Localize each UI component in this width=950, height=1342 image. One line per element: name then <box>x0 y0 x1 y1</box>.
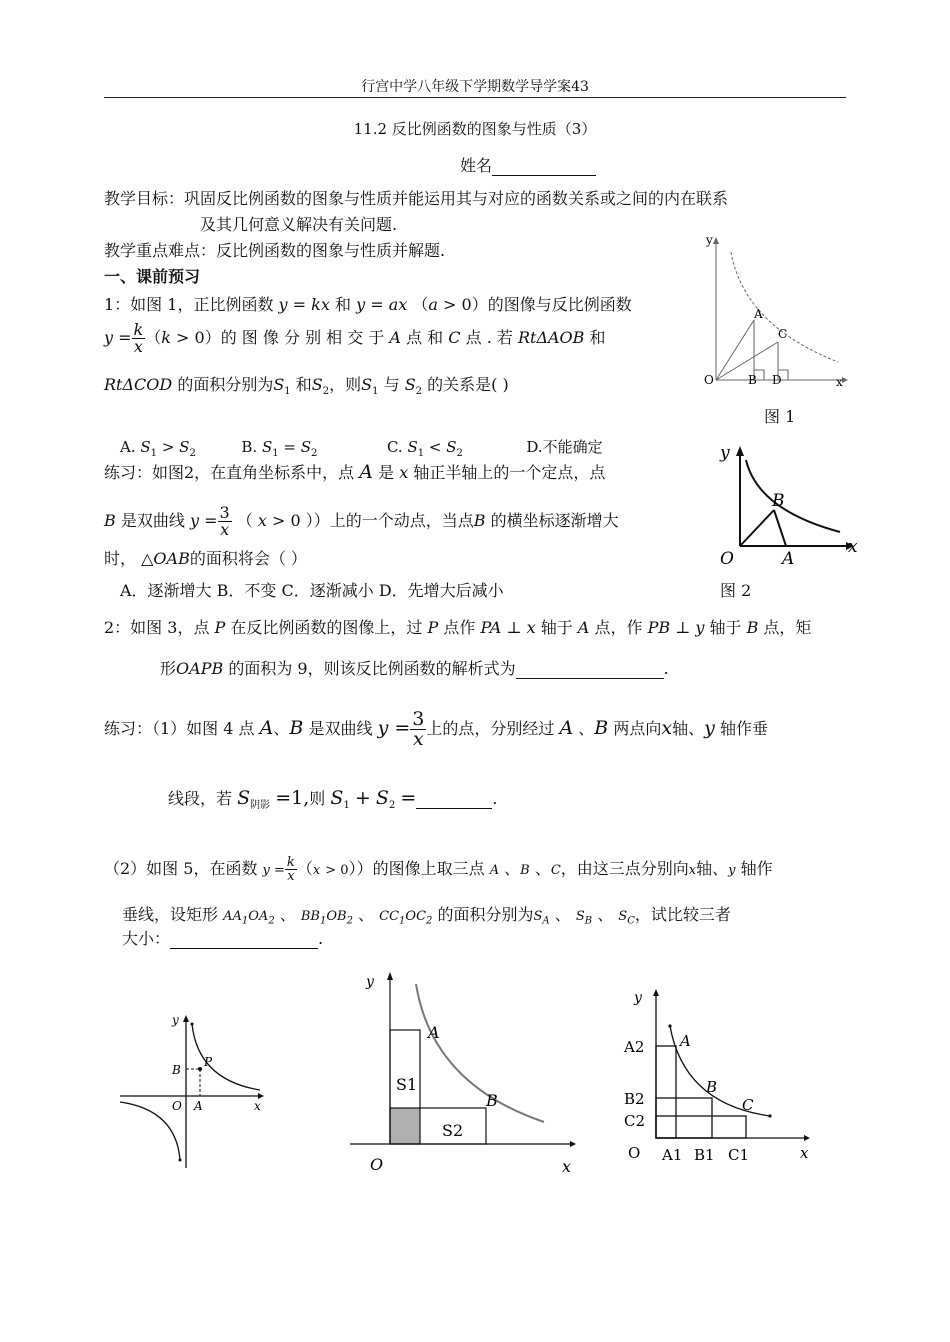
figure-2 <box>708 440 868 570</box>
ex2-text: 是双曲线 <box>308 719 373 738</box>
formula-k-over-x: $\frac{k}{x}$ <box>133 320 144 356</box>
fig2-caption: 图 2 <box>720 581 752 600</box>
q2-line-2: 形OAPB 的面积为 9，则该反比例函数的解析式为 . <box>160 659 669 678</box>
fig1-label-c: C <box>778 327 788 341</box>
q2-text: 点，作 <box>594 618 643 637</box>
ex3-text: ）的图像上取三点 <box>356 859 485 878</box>
ex3-text: 垂线，设矩形 <box>122 905 219 924</box>
ex2-text: 则 <box>309 789 326 808</box>
q1-text: 的面积分别为 <box>177 375 274 394</box>
fig5-label-b2: B2 <box>624 1090 645 1108</box>
fig3-label-y: y <box>172 1013 179 1027</box>
ex3-text: （ <box>296 859 313 878</box>
q1-text: ，则 <box>329 375 362 394</box>
q1-text: 和 <box>295 375 312 394</box>
fig1-label-o: O <box>704 373 714 387</box>
q2-text: 点作 <box>443 618 476 637</box>
q1-text: 1：如图 1，正比例函数 <box>104 295 274 314</box>
fig2-label-x: x <box>848 537 858 557</box>
fig5-label-c: C <box>742 1096 754 1114</box>
name-label: 姓名 <box>460 156 493 175</box>
ex1-text: 的横坐标逐渐增大 <box>490 511 619 530</box>
fig5-label-a1: A1 <box>662 1146 683 1164</box>
q1-option-d[interactable]: D.不能确定 <box>526 438 603 456</box>
ex2-answer-blank[interactable] <box>416 789 492 809</box>
ex3-answer-blank[interactable] <box>170 929 318 949</box>
page-header: 行宫中学八年级下学期数学导学案43 <box>361 79 589 95</box>
ex2-text: 两点向 <box>613 719 662 738</box>
fig2-label-a: A <box>782 549 795 569</box>
ex2-text: 、 <box>273 719 290 738</box>
fig5-label-x: x <box>800 1144 809 1162</box>
fig4-label-y: y <box>366 974 374 990</box>
q1-line-2: y = $\frac{k}{x}$ （k > 0）的 图 像 分 别 相 交 于 A 点 和 C 点 . 若 RtΔAOB 和 <box>104 320 606 356</box>
q1-text: （ <box>412 295 429 314</box>
ex1-text: 是 <box>378 463 395 482</box>
ex1-text: 的面积将会（ ） <box>189 549 307 568</box>
ex3-text: 轴作 <box>735 859 773 878</box>
q2-answer-blank[interactable] <box>516 659 664 679</box>
ex2-text: 上的点，分别经过 <box>426 719 555 738</box>
fig5-label-o: O <box>628 1144 641 1162</box>
fig1-label-a: A <box>754 307 763 321</box>
q1-line-1: 1：如图 1，正比例函数 y = kx 和 y = ax （a > 0）的图像与反比例函数 <box>104 295 632 314</box>
fig4-label-x: x <box>562 1157 572 1176</box>
ex1-text: ）上的一个动点，当点 <box>313 511 474 530</box>
q1-options <box>120 436 603 459</box>
q2-text: 形 <box>160 659 177 678</box>
goal-line-1 <box>104 186 728 209</box>
fig3-label-x: x <box>254 1099 261 1113</box>
formula-a-pos: a <box>428 295 438 314</box>
figure-5 <box>620 986 820 1176</box>
q1-text: ）的 图 像 分 别 相 交 于 <box>204 328 385 347</box>
formula-triangle-oab: △OAB <box>141 549 190 568</box>
ex2-text: 轴、 <box>672 719 705 738</box>
fig3-label-p: P <box>204 1055 213 1069</box>
q2-line-1: 2：如图 3，点 P 在反比例函数的图像上，过 P 点作 PA ⊥ x 轴于 A 点，作 PB ⊥ y 轴于 B 点，矩 <box>104 618 812 637</box>
header-rule <box>104 97 846 98</box>
fig5-label-c1: C1 <box>728 1146 750 1164</box>
formula-rt-aob: RtΔAOB <box>517 328 585 347</box>
fig5-label-c2: C2 <box>624 1112 646 1130</box>
goal-text-1: 巩固反比例函数的图象与性质并能运用其与对应的函数关系或之间的内在联系 <box>184 189 729 208</box>
fig3-label-o: O <box>172 1099 182 1113</box>
q1-text: 和 <box>334 295 351 314</box>
goal-line-2: 及其几何意义解决有关问题. <box>200 215 398 234</box>
fig2-label-y: y <box>720 443 730 463</box>
formula-3-over-x-b: $\frac{3}{x}$ <box>412 708 425 750</box>
ex1-text: 时， <box>104 549 137 568</box>
q1-line-3: RtΔCOD 的面积分别为$S_1$ 和$S_2$，则$S_1$ 与 $S_2$ 的关系是( ) <box>104 375 509 398</box>
ex1-line-3 <box>104 546 307 569</box>
ex1-line-1: 练习：如图2，在直角坐标系中，点 A 是 x 轴正半轴上的一个定点，点 <box>104 461 606 483</box>
fig1-label-x: x <box>836 375 843 389</box>
formula-k-over-x-b: $\frac{k}{x}$ <box>286 855 295 884</box>
ex1-text: 练习：如图2，在直角坐标系中，点 <box>104 463 355 482</box>
q1-text: ）的图像与反比例函数 <box>471 295 632 314</box>
ex3-text: 轴、 <box>696 859 729 878</box>
q2-text: 轴于 <box>709 618 742 637</box>
fig5-label-a2: A2 <box>624 1038 645 1056</box>
ex2-line-2: 线段，若 $S_{阴影} =1$,则 $S_1 + S_2$ = . <box>168 787 498 812</box>
q1-option-b[interactable]: B. $S_1 = S_2$ <box>241 438 318 459</box>
ex1-text: （ <box>236 511 253 530</box>
preview-heading: 一、课前预习 <box>104 267 201 286</box>
ex3-text: ，试比较三者 <box>634 905 731 924</box>
q1-text: 点 和 <box>406 328 444 347</box>
q1-option-c[interactable]: C. $S_1 < S_2$ <box>386 438 463 459</box>
q2-text: 点，矩 <box>763 618 812 637</box>
fig5-label-b1: B1 <box>694 1146 715 1164</box>
fig4-label-s1: S1 <box>396 1075 418 1094</box>
ex2-line-1: 练习：（1）如图 4 点 A、B 是双曲线 y = $\frac{3}{x}$ 上的点，分别经过 A 、B 两点向x轴、y 轴作垂 <box>104 708 768 750</box>
ex1-text: 轴正半轴上的一个定点，点 <box>413 463 606 482</box>
q2-text: 在反比例函数的图像上，过 <box>230 618 423 637</box>
q1-text: 的关系是( ) <box>427 375 509 394</box>
key-points: 教学重点难点：反比例函数的图象与性质并解题. <box>104 241 446 260</box>
ex3-text: 的面积分别为 <box>437 905 534 924</box>
formula-rt-cod: RtΔCOD <box>104 375 173 394</box>
figure-4 <box>346 966 582 1178</box>
formula-y-kx: y = kx <box>278 295 330 314</box>
ex1-options-text: A．逐渐增大 B．不变 C．逐渐减小 D．先增大后减小 <box>120 581 504 600</box>
q2-text: 2：如图 3，点 <box>104 618 210 637</box>
shade-subscript: 阴影 <box>250 800 271 812</box>
name-blank[interactable] <box>492 156 596 176</box>
fig3-label-a: A <box>194 1099 203 1113</box>
ex1-options[interactable] <box>104 578 504 601</box>
ex3-text: （2）如图 5，在函数 <box>104 859 258 878</box>
name-line <box>460 153 596 176</box>
fig4-shaded-region <box>390 1108 420 1144</box>
figure-3 <box>114 1010 274 1175</box>
fig1-label-b: B <box>748 373 757 387</box>
ex1-line-2: B 是双曲线 y = $\frac{3}{x}$ （ x > 0 ））上的一个动点，当点B 的横坐标逐渐增大 <box>104 503 619 539</box>
q2-text: 轴于 <box>540 618 573 637</box>
fig5-label-a: A <box>680 1032 691 1050</box>
fig4-label-a: A <box>428 1023 440 1042</box>
fig4-label-s2: S2 <box>442 1121 464 1140</box>
ex1-text: 是双曲线 <box>120 511 185 530</box>
ex2-text: 轴作垂 <box>719 719 768 738</box>
fig4-label-o: O <box>370 1155 384 1174</box>
fig1-label-y: y <box>706 233 713 247</box>
fig4-label-b: B <box>486 1091 498 1110</box>
fig1-label-d: D <box>772 373 782 387</box>
ex3-line-1: （2）如图 5，在函数 y = $\frac{k}{x}$ （x > 0））的图像上取三点 A 、B 、C，由这三点分别向x轴、y 轴作 <box>104 855 773 884</box>
ex3-line-2: 垂线，设矩形 $AA_1OA_2$ 、 $BB_1OB_2$ 、 $CC_1OC_2$ 的面积分别为$S_A$ 、 $S_B$ 、 $S_C$，试比较三者 <box>122 905 731 927</box>
fig2-label-b: B <box>772 491 785 511</box>
q1-text: （ <box>145 328 162 347</box>
q2-text: 的面积为 9，则该反比例函数的解析式为 <box>228 659 516 678</box>
section-title: 11.2 反比例函数的图象与性质（3） <box>353 120 597 138</box>
ex2-text: 练习：（1）如图 4 点 <box>104 719 255 738</box>
ex3-text: 大小： <box>122 929 171 948</box>
fig1-caption: 图 1 <box>764 407 796 426</box>
goal-label: 教学目标： <box>104 189 185 208</box>
fig2-label-o: O <box>720 549 734 569</box>
q1-text: 和 <box>589 328 606 347</box>
figure-1 <box>686 230 850 395</box>
formula-y-eq: y = <box>104 328 132 347</box>
formula-3-over-x: $\frac{3}{x}$ <box>219 503 230 539</box>
ex3-text: ，由这三点分别向 <box>560 859 689 878</box>
fig3-label-b: B <box>172 1063 181 1077</box>
formula-y-ax: y = ax <box>356 295 408 314</box>
q1-text: 点 . 若 <box>465 328 513 347</box>
fig5-label-b: B <box>706 1078 718 1096</box>
q1-text: 与 <box>383 375 400 394</box>
fig5-label-y: y <box>634 990 642 1006</box>
ex2-text: 线段，若 <box>168 789 233 808</box>
ex3-line-3: 大小： . <box>122 929 324 948</box>
q1-option-a[interactable]: A. $S_1 > S_2$ <box>120 438 196 459</box>
